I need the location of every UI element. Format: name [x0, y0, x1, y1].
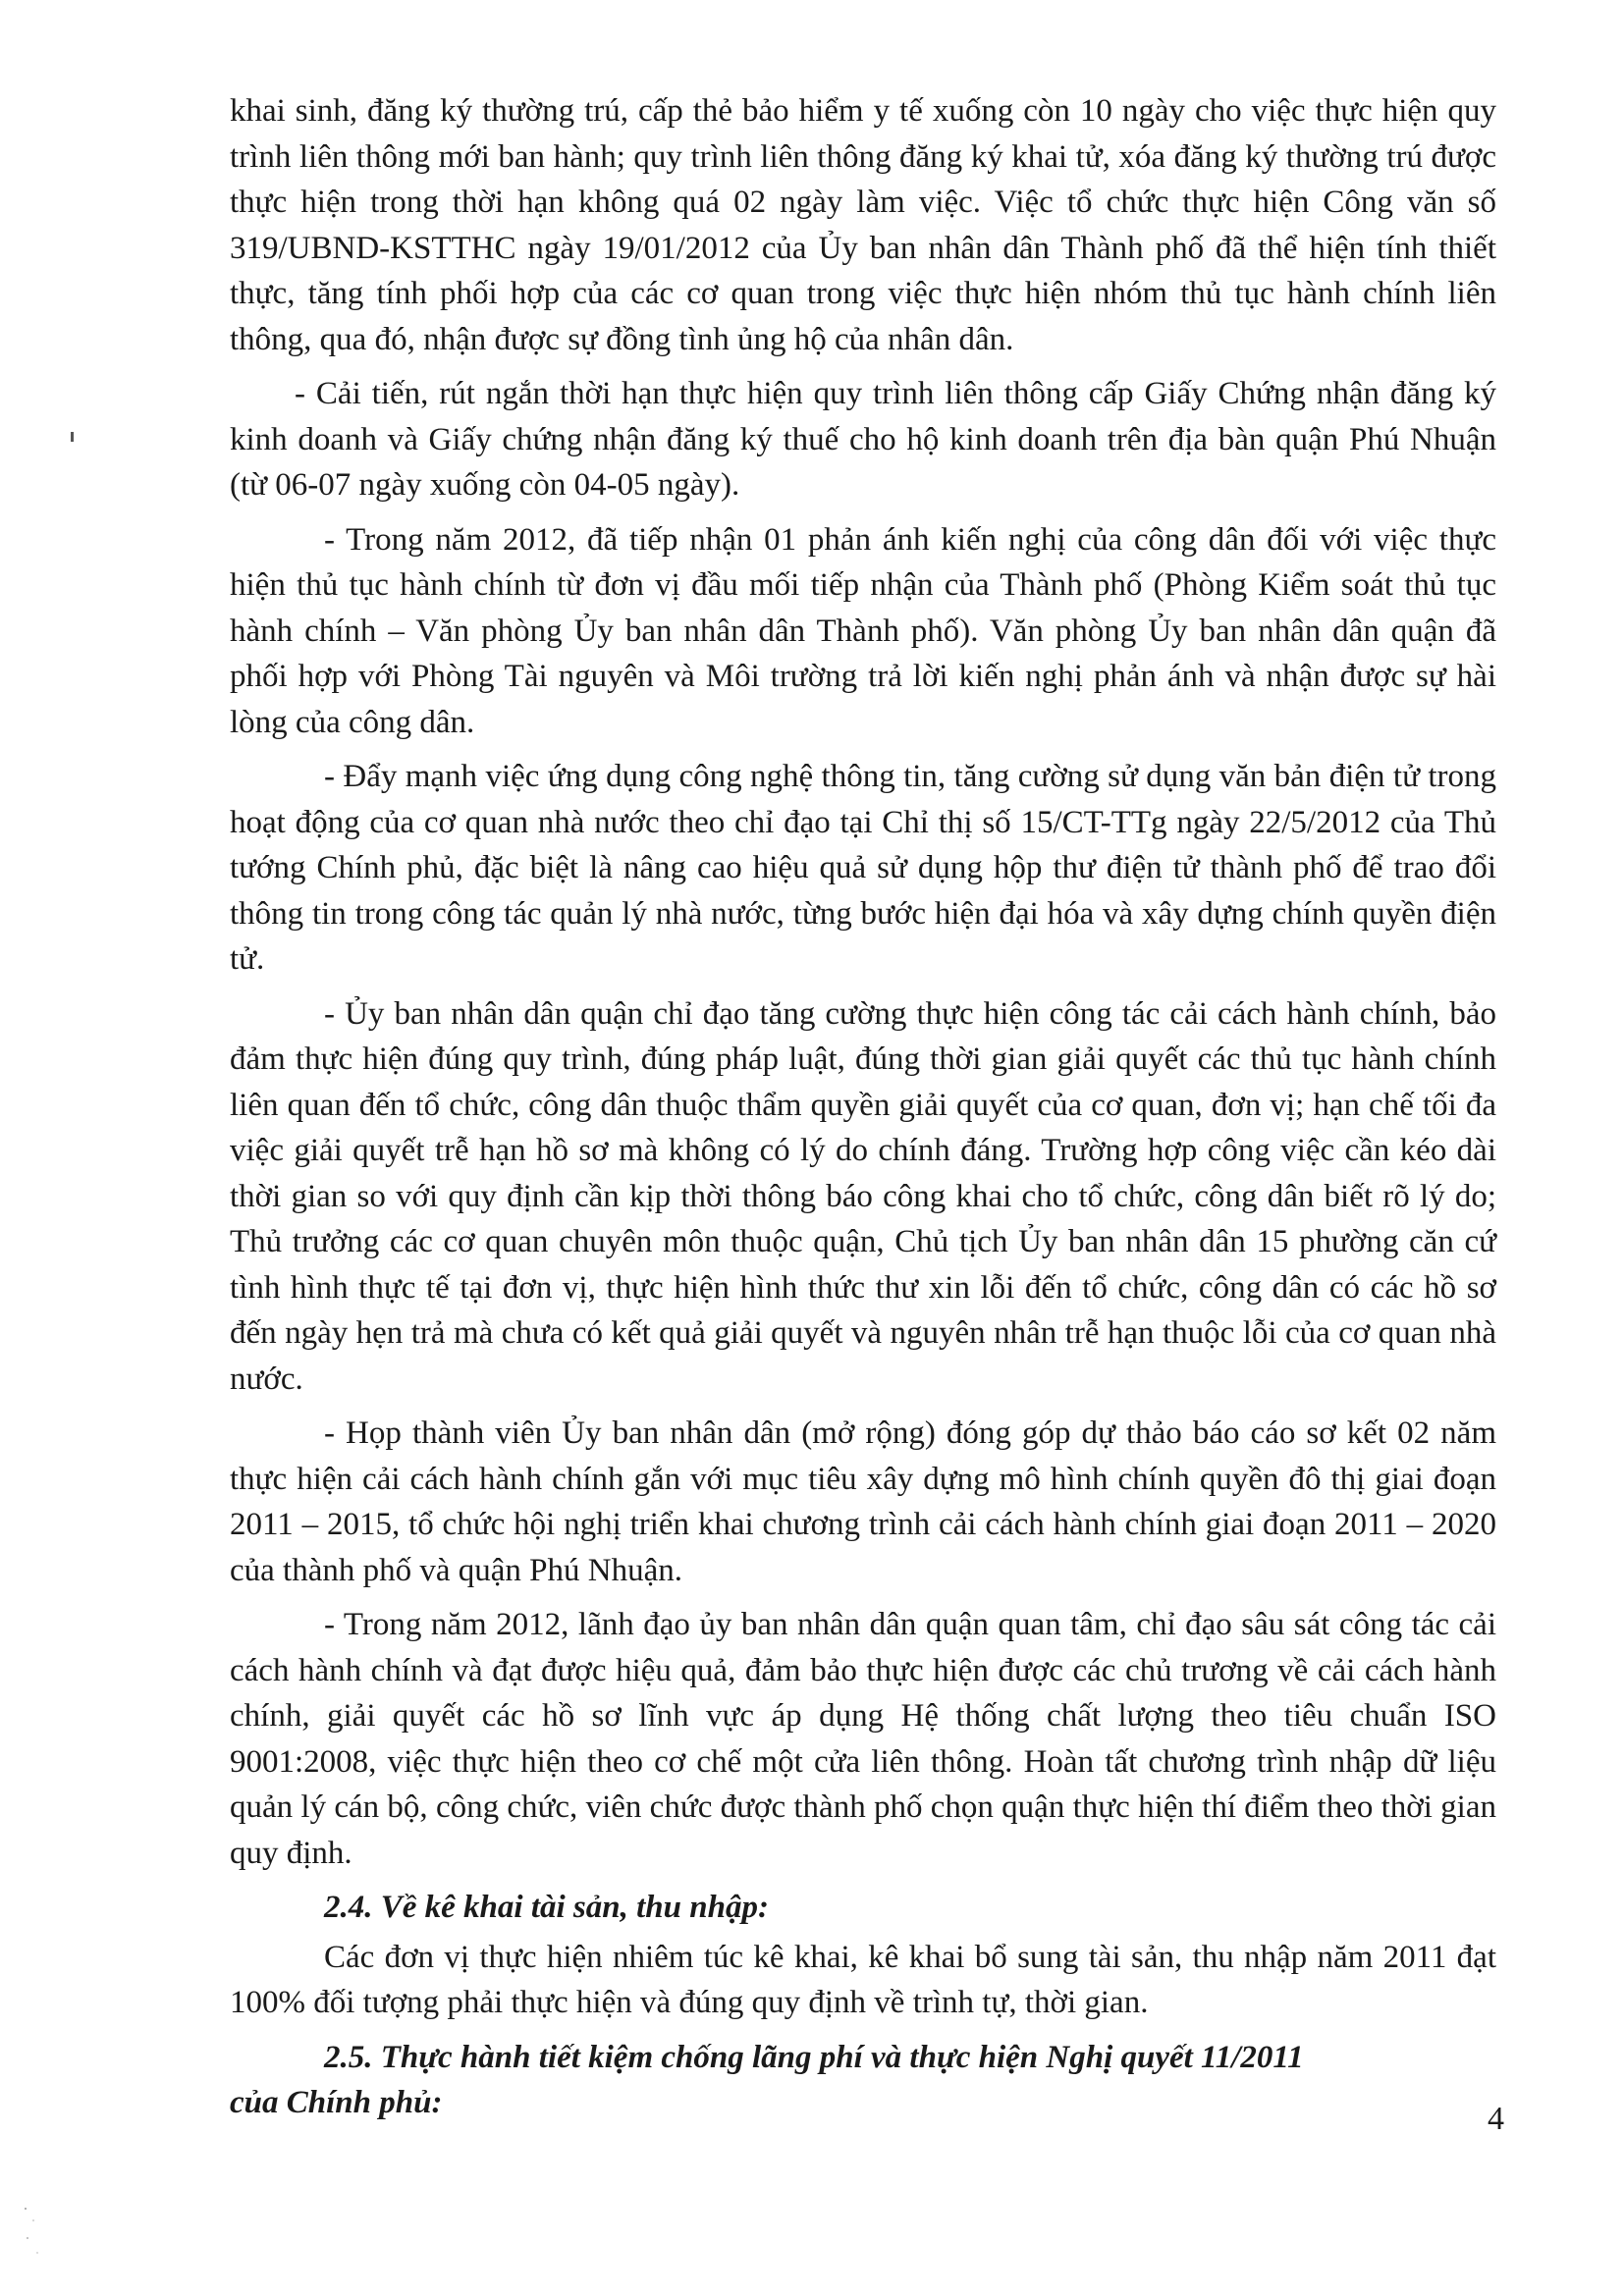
paragraph-admin-reform-direction: - Ủy ban nhân dân quận chỉ đạo tăng cường thực hiện công tác cải cách hành chính, bảo đảm thực hiện đúng quy trình, đúng pháp luật, đúng thời gian giải quyết các thủ tục hành chính liên quan đến tổ chức, công dân thuộc thẩm quyền giải quyết của cơ quan, đơn vị; hạn chế tối đa việc giải quyết trễ hạn hồ sơ mà không có lý do chính đáng. Trường hợp công việc cần kéo dài thời gian so với quy định cần kịp thời thông báo công khai cho tổ chức, công dân biết rõ lý do; Thủ trưởng các cơ quan chuyên môn thuộc quận, Chủ tịch Ủy ban nhân dân 15 phường căn cứ tình hình thực tế tại đơn vị, thực hiện hình thức thư xin lỗi đến tổ chức, công dân có các hồ sơ đến ngày hẹn trả mà chưa có kết quả giải quyết và nguyên nhân trễ hạn thuộc lỗi của cơ quan nhà nước. [230, 995, 1496, 1397]
paragraph-committee-meeting: - Họp thành viên Ủy ban nhân dân (mở rộng) đóng góp dự thảo báo cáo sơ kết 02 năm thực hiện cải cách hành chính gắn với mục tiêu xây dựng mô hình chính quyền đô thị giai đoạn 2011 – 2015, tổ chức hội nghị triển khai chương trình cải cách hành chính giai đoạn 2011 – 2020 của thành phố và quận Phú Nhuận. [230, 1415, 1496, 1588]
section-2-4-heading: 2.4. Về kê khai tài sản, thu nhập: [324, 1890, 769, 1925]
paragraph-citizen-feedback: - Trong năm 2012, đã tiếp nhận 01 phản ánh kiến nghị của công dân đối với việc thực hiện thủ tục hành chính từ đơn vị đầu mối tiếp nhận của Thành phố (Phòng Kiểm soát thủ tục hành chính – Văn phòng Ủy ban nhân dân Thành phố). Văn phòng Ủy ban nhân dân quận đã phối hợp với Phòng Tài nguyên và Môi trường trả lời kiến nghị phản ánh và nhận được sự hài lòng của công dân. [230, 521, 1496, 740]
section-2-5-heading-continued: của Chính phủ: [230, 2085, 443, 2120]
paragraph-business-registration: - Cải tiến, rút ngắn thời hạn thực hiện quy trình liên thông cấp Giấy Chứng nhận đăng ký kinh doanh và Giấy chứng nhận đăng ký thuế cho hộ kinh doanh trên địa bàn quận Phú Nhuận (từ 06-07 ngày xuống còn 04-05 ngày). [230, 376, 1496, 503]
paragraph-it-application: - Đẩy mạnh việc ứng dụng công nghệ thông tin, tăng cường sử dụng văn bản điện tử trong hoạt động của cơ quan nhà nước theo chỉ đạo tại Chỉ thị số 15/CT-TTg ngày 22/5/2012 của Thủ tướng Chính phủ, đặc biệt là nâng cao hiệu quả sử dụng hộp thư điện tử thành phố để trao đổi thông tin trong công tác quản lý nhà nước, từng bước hiện đại hóa và xây dựng chính quyền điện tử. [230, 759, 1496, 977]
section-2-4-body: Các đơn vị thực hiện nhiêm túc kê khai, kê khai bổ sung tài sản, thu nhập năm 2011 đạt 100% đối tượng phải thực hiện và đúng quy định về trình tự, thời gian. [230, 1939, 1496, 2020]
paragraph-leadership-2012: - Trong năm 2012, lãnh đạo ủy ban nhân dân quận quan tâm, chỉ đạo sâu sát công tác cải cách hành chính và đạt được hiệu quả, đảm bảo thực hiện được các chủ trương về cải cách hành chính, giải quyết các hồ sơ lĩnh vực áp dụng Hệ thống chất lượng theo tiêu chuẩn ISO 9001:2008, việc thực hiện theo cơ chế một cửa liên thông. Hoàn tất chương trình nhập dữ liệu quản lý cán bộ, công chức, viên chức được thành phố chọn quận thực hiện thí điểm theo thời gian quy định. [230, 1607, 1496, 1871]
page-number: 4 [1488, 2101, 1504, 2137]
scan-margin-mark [71, 432, 74, 442]
section-2-5-heading: 2.5. Thực hành tiết kiệm chống lãng phí và thực hiện Nghị quyết 11/2011 [324, 2039, 1304, 2075]
paragraph-continuation: khai sinh, đăng ký thường trú, cấp thẻ bảo hiểm y tế xuống còn 10 ngày cho việc thực hiện quy trình liên thông mới ban hành; quy trình liên thông đăng ký khai tử, xóa đăng ký thường trú được thực hiện trong thời hạn không quá 02 ngày làm việc. Việc tổ chức thực hiện Công văn số 319/UBND-KSTTHC ngày 19/01/2012 của Ủy ban nhân dân Thành phố đã thể hiện tính thiết thực, tăng tính phối hợp của các cơ quan trong việc thực hiện nhóm thủ tục hành chính liên thông, qua đó, nhận được sự đồng tình ủng hộ của nhân dân. [230, 93, 1496, 357]
scan-specks [20, 2199, 49, 2277]
document-page [230, 88, 1496, 2130]
